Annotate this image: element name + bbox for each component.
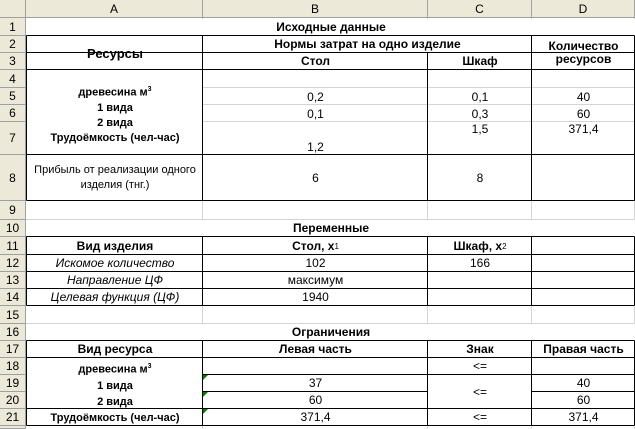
row-header-3[interactable]: 3 [0,53,26,70]
cell-a14-objective[interactable]: Целевая функция (ЦФ) [27,289,203,306]
cell-a1-title[interactable]: Исходные данные [27,19,635,36]
cell-b7[interactable]: 1,2 [307,140,324,154]
cell-b11-table-var[interactable]: Стол, х 1 [203,237,428,255]
cell-c7[interactable]: 1,5 [471,122,489,136]
column-header-a[interactable]: A [26,0,203,18]
cell-b12[interactable]: 102 [203,255,428,272]
row-header-4[interactable]: 4 [0,70,26,88]
cell-b13[interactable]: максимум [203,272,428,289]
cell-b14[interactable]: 1940 [203,289,428,306]
row-header-12[interactable]: 12 [0,255,26,272]
cell-d21[interactable]: 371,4 [532,409,635,426]
row-header-5[interactable]: 5 [0,88,26,105]
cell-a17-resource[interactable]: Вид ресурса [27,341,203,358]
cell-b5[interactable]: 0,2 [307,90,324,104]
cell-c12[interactable]: 166 [428,255,532,272]
cell-a18-resources-list[interactable] [27,358,203,426]
row-header-20[interactable]: 20 [0,392,26,409]
cell-b2-norms[interactable]: Нормы затрат на одно изделие [203,36,532,53]
grade2-label: 2 вида [97,116,133,129]
row-header-8[interactable]: 8 [0,155,26,201]
cell-a12-quantity[interactable]: Искомое количество [27,255,203,272]
constraint-grade1-label: 1 вида [97,379,133,392]
row-header-21[interactable]: 21 [0,409,26,426]
row-header-7[interactable]: 7 [0,122,26,155]
cell-d6[interactable]: 60 [576,107,591,121]
row-header-15[interactable]: 15 [0,306,26,324]
cell-d19[interactable]: 40 [532,375,635,392]
row-header-2[interactable]: 2 [0,36,26,53]
cell-a8-profit[interactable]: Прибыль от реализации одного изделия (тнг.) [27,155,203,201]
cell-c18-sign[interactable]: <= [428,358,532,375]
cell-c11-cabinet-var[interactable]: Шкаф, х 2 [428,237,532,255]
row-header-16[interactable]: 16 [0,324,26,341]
column-header-d[interactable]: D [532,0,635,18]
constraint-wood-label: древесина $м^3$ [78,363,152,376]
cell-b21[interactable]: 371,4 [203,409,428,426]
row-header-14[interactable]: 14 [0,289,26,306]
cell-a10-variables-title[interactable]: Переменные [27,220,635,237]
cell-c5[interactable]: 0,1 [471,90,489,104]
cell-c8[interactable]: 8 [428,155,532,201]
row-header-13[interactable]: 13 [0,272,26,289]
row-header-11[interactable]: 11 [0,237,26,255]
row-header-18[interactable]: 18 [0,358,26,375]
row-header-6[interactable]: 6 [0,105,26,122]
quantity-header-line1: Количество [548,39,619,53]
cell-b20[interactable]: 60 [203,392,428,409]
cell-d2-quantity[interactable] [532,36,635,70]
cell-b3-table[interactable]: Стол [203,53,428,70]
cell-a16-constraints-title[interactable]: Ограничения [27,324,635,341]
cell-c21-sign[interactable]: <= [428,409,532,426]
cell-a13-direction[interactable]: Направление ЦФ [27,272,203,289]
cell-c17-sign[interactable]: Знак [428,341,532,358]
row-header-1[interactable]: 1 [0,18,26,36]
cell-b17-left[interactable]: Левая часть [203,341,428,358]
cell-d17-right[interactable]: Правая часть [532,341,635,358]
cell-d5[interactable]: 40 [576,90,591,104]
row-header-9[interactable]: 9 [0,201,26,220]
column-header-c[interactable]: C [428,0,532,18]
cell-d7[interactable]: 371,4 [568,122,599,136]
constraint-labor-label: Трудоёмкость (чел-час) [50,411,180,424]
cell-b6[interactable]: 0,1 [307,107,324,121]
cell-c3-cabinet[interactable]: Шкаф [428,53,532,70]
row-header-10[interactable]: 10 [0,220,26,237]
cell-b19[interactable]: 37 [203,375,428,392]
cell-c19-sign[interactable]: <= [428,375,532,409]
cell-c6[interactable]: 0,3 [471,107,489,121]
quantity-header-line2: ресурсов [555,52,612,66]
row-header-19[interactable]: 19 [0,375,26,392]
cell-d20[interactable]: 60 [532,392,635,409]
cell-b8[interactable]: 6 [203,155,428,201]
cell-a4-resources-list[interactable] [27,80,203,155]
cell-a11-product[interactable]: Вид изделия [27,237,203,255]
select-all-corner[interactable] [0,0,26,18]
constraint-grade2-label: 2 вида [97,395,133,408]
cell-a2-resources[interactable]: Ресурсы [27,36,203,70]
row-header-17[interactable]: 17 [0,341,26,358]
column-header-b[interactable]: B [203,0,428,18]
wood-label: древесина $м^3$ [78,86,152,99]
labor-label: Трудоёмкость (чел-час) [50,131,180,144]
grade1-label: 1 вида [97,101,133,114]
